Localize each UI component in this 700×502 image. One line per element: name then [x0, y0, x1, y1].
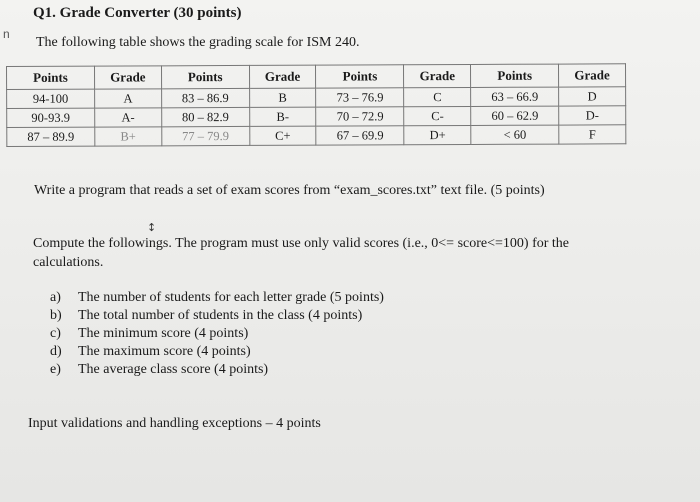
header-points-3: Points	[316, 65, 404, 88]
list-item-text: The minimum score (4 points)	[78, 326, 249, 341]
text-cursor-icon: ↕	[147, 221, 157, 234]
grading-scale-table	[6, 63, 626, 147]
table-cell: 80 – 82.9	[161, 107, 249, 126]
list-item-text: The maximum score (4 points)	[78, 344, 251, 359]
list-item-label: b)	[50, 308, 62, 323]
validation-requirement: Input validations and handling exceptions – 4 points	[28, 416, 321, 431]
table-cell: D+	[404, 125, 471, 144]
list-item	[50, 325, 384, 343]
header-points-1: Points	[7, 66, 95, 89]
question-title: Q1. Grade Converter (30 points)	[33, 5, 242, 21]
list-item-label: c)	[50, 326, 61, 341]
header-grade-2: Grade	[249, 65, 316, 88]
table-cell: 77 – 79.9	[162, 126, 250, 145]
header-grade-4: Grade	[559, 64, 626, 87]
table-cell: 60 – 62.9	[471, 106, 559, 125]
compute-instructions: Compute the followings. The program must use only valid scores (i.e., 0<= score<=100) for the calculations.	[33, 236, 569, 270]
table-cell: D-	[559, 106, 626, 125]
table-cell: 73 – 76.9	[316, 88, 404, 107]
table-cell: 83 – 86.9	[161, 88, 249, 107]
table-cell: A	[95, 89, 162, 108]
intro-text: The following table shows the grading scale for ISM 240.	[36, 35, 360, 50]
table-cell: C-	[404, 106, 471, 125]
table-cell: C+	[249, 126, 316, 145]
requirements-list	[50, 289, 384, 379]
table-cell: B-	[249, 107, 316, 126]
list-item-text: The total number of students in the class (4 points)	[78, 308, 363, 323]
table-cell: 90-93.9	[7, 108, 95, 127]
list-item-label: a)	[50, 290, 61, 305]
list-item-text: The number of students for each letter grade (5 points)	[78, 290, 384, 305]
table-cell: C	[404, 87, 471, 106]
table-cell: B	[249, 88, 316, 107]
list-item-label: e)	[50, 362, 61, 377]
table-cell: 94-100	[7, 89, 95, 108]
list-item	[50, 289, 384, 307]
header-grade-1: Grade	[94, 66, 161, 89]
table-cell: 63 – 66.9	[471, 87, 559, 106]
list-item-text: The average class score (4 points)	[78, 362, 269, 377]
list-item	[50, 307, 384, 325]
table-cell: F	[559, 125, 626, 144]
list-item-label: d)	[50, 344, 62, 359]
table-cell: 87 – 89.9	[7, 127, 95, 146]
table-cell: A-	[95, 108, 162, 127]
table-cell: 67 – 69.9	[316, 126, 404, 145]
list-item	[50, 343, 384, 361]
table-cell: B+	[95, 127, 162, 146]
header-grade-3: Grade	[404, 64, 471, 87]
table-row	[7, 125, 626, 147]
header-points-4: Points	[471, 64, 559, 87]
list-item	[50, 361, 384, 379]
table-cell: D	[559, 87, 626, 106]
table-cell: < 60	[471, 125, 559, 144]
header-points-2: Points	[161, 65, 249, 88]
table-cell: 70 – 72.9	[316, 107, 404, 126]
table-header-row	[7, 64, 626, 90]
task-description: Write a program that reads a set of exam scores from “exam_scores.txt” text file. (5 points)	[34, 183, 545, 198]
margin-mark: n	[3, 27, 10, 41]
